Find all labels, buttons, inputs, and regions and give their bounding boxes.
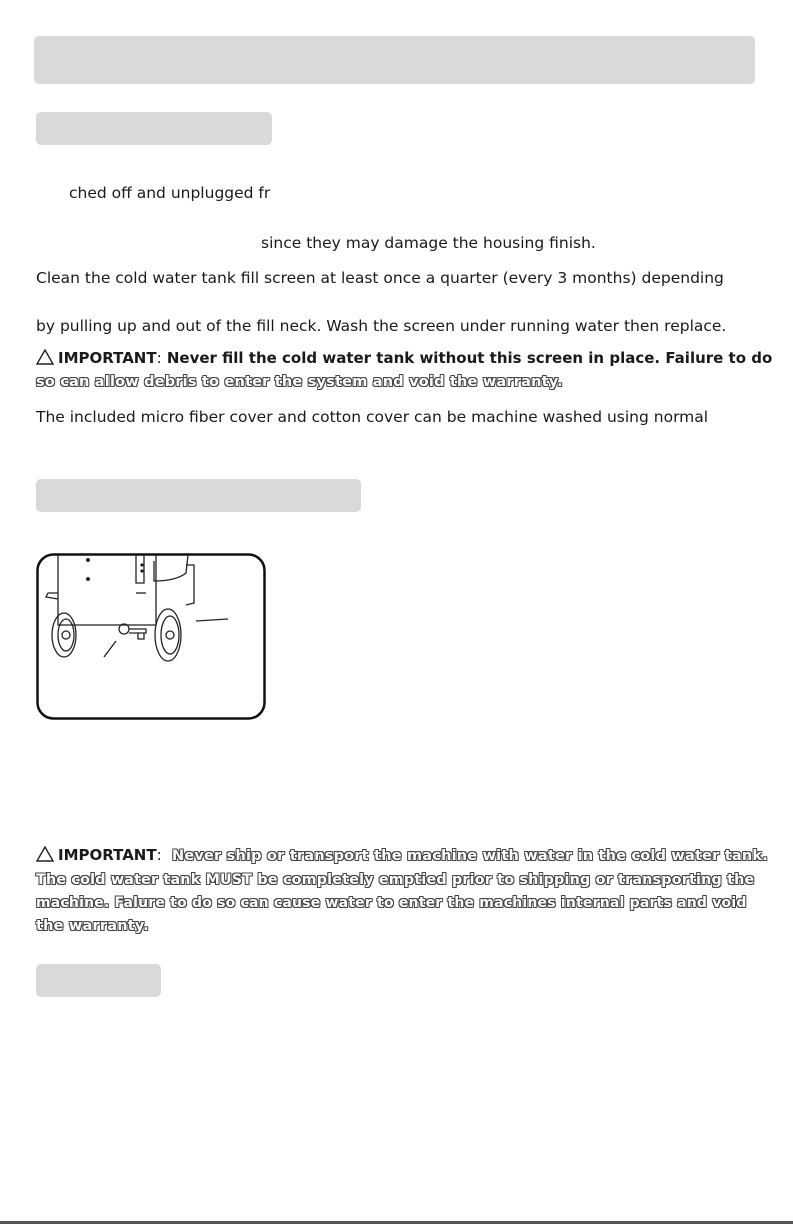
important-notice-2 <box>36 846 162 864</box>
text-line-2: since they may damage the housing finish. <box>261 234 596 252</box>
important-text: Never fill the cold water tank without this screen in place. Failure to do <box>161 349 773 367</box>
important-label: IMPORTANT <box>58 349 157 367</box>
important-label: IMPORTANT <box>58 846 157 864</box>
warning-triangle-icon <box>36 349 54 365</box>
page-bottom-rule <box>0 1221 793 1224</box>
warning-triangle-icon <box>36 846 54 862</box>
text-line-4: by pulling up and out of the fill neck. Wash the screen under running water then replace. <box>36 317 727 335</box>
important-colon: : <box>156 349 162 367</box>
important-2-line-4: the warranty. <box>36 918 149 934</box>
important-2-line-3: machine. Falure to do so can cause water to enter the machines internal parts and void <box>36 895 747 911</box>
important-notice-1 <box>36 349 772 367</box>
important-2-line-1: Never ship or transport the machine with water in the cold water tank. <box>172 848 768 864</box>
section-bar-draining <box>36 479 361 512</box>
header-bar <box>34 36 755 84</box>
important-colon: : <box>156 846 162 864</box>
important-note-1-continued: so can allow debris to enter the system and void the warranty. <box>36 374 563 390</box>
text-line-5: The included micro fiber cover and cotton cover can be machine washed using normal <box>36 408 709 426</box>
machine-drain-illustration <box>36 553 266 720</box>
important-2-line-2: The cold water tank MUST be completely emptied prior to shipping or transporting the <box>36 872 755 888</box>
text-line-3: Clean the cold water tank fill screen at least once a quarter (every 3 months) depending <box>36 269 724 287</box>
text-line-1: ched off and unplugged fr <box>69 184 271 202</box>
section-bar-storage <box>36 964 161 997</box>
section-bar-cleaning <box>36 112 272 145</box>
